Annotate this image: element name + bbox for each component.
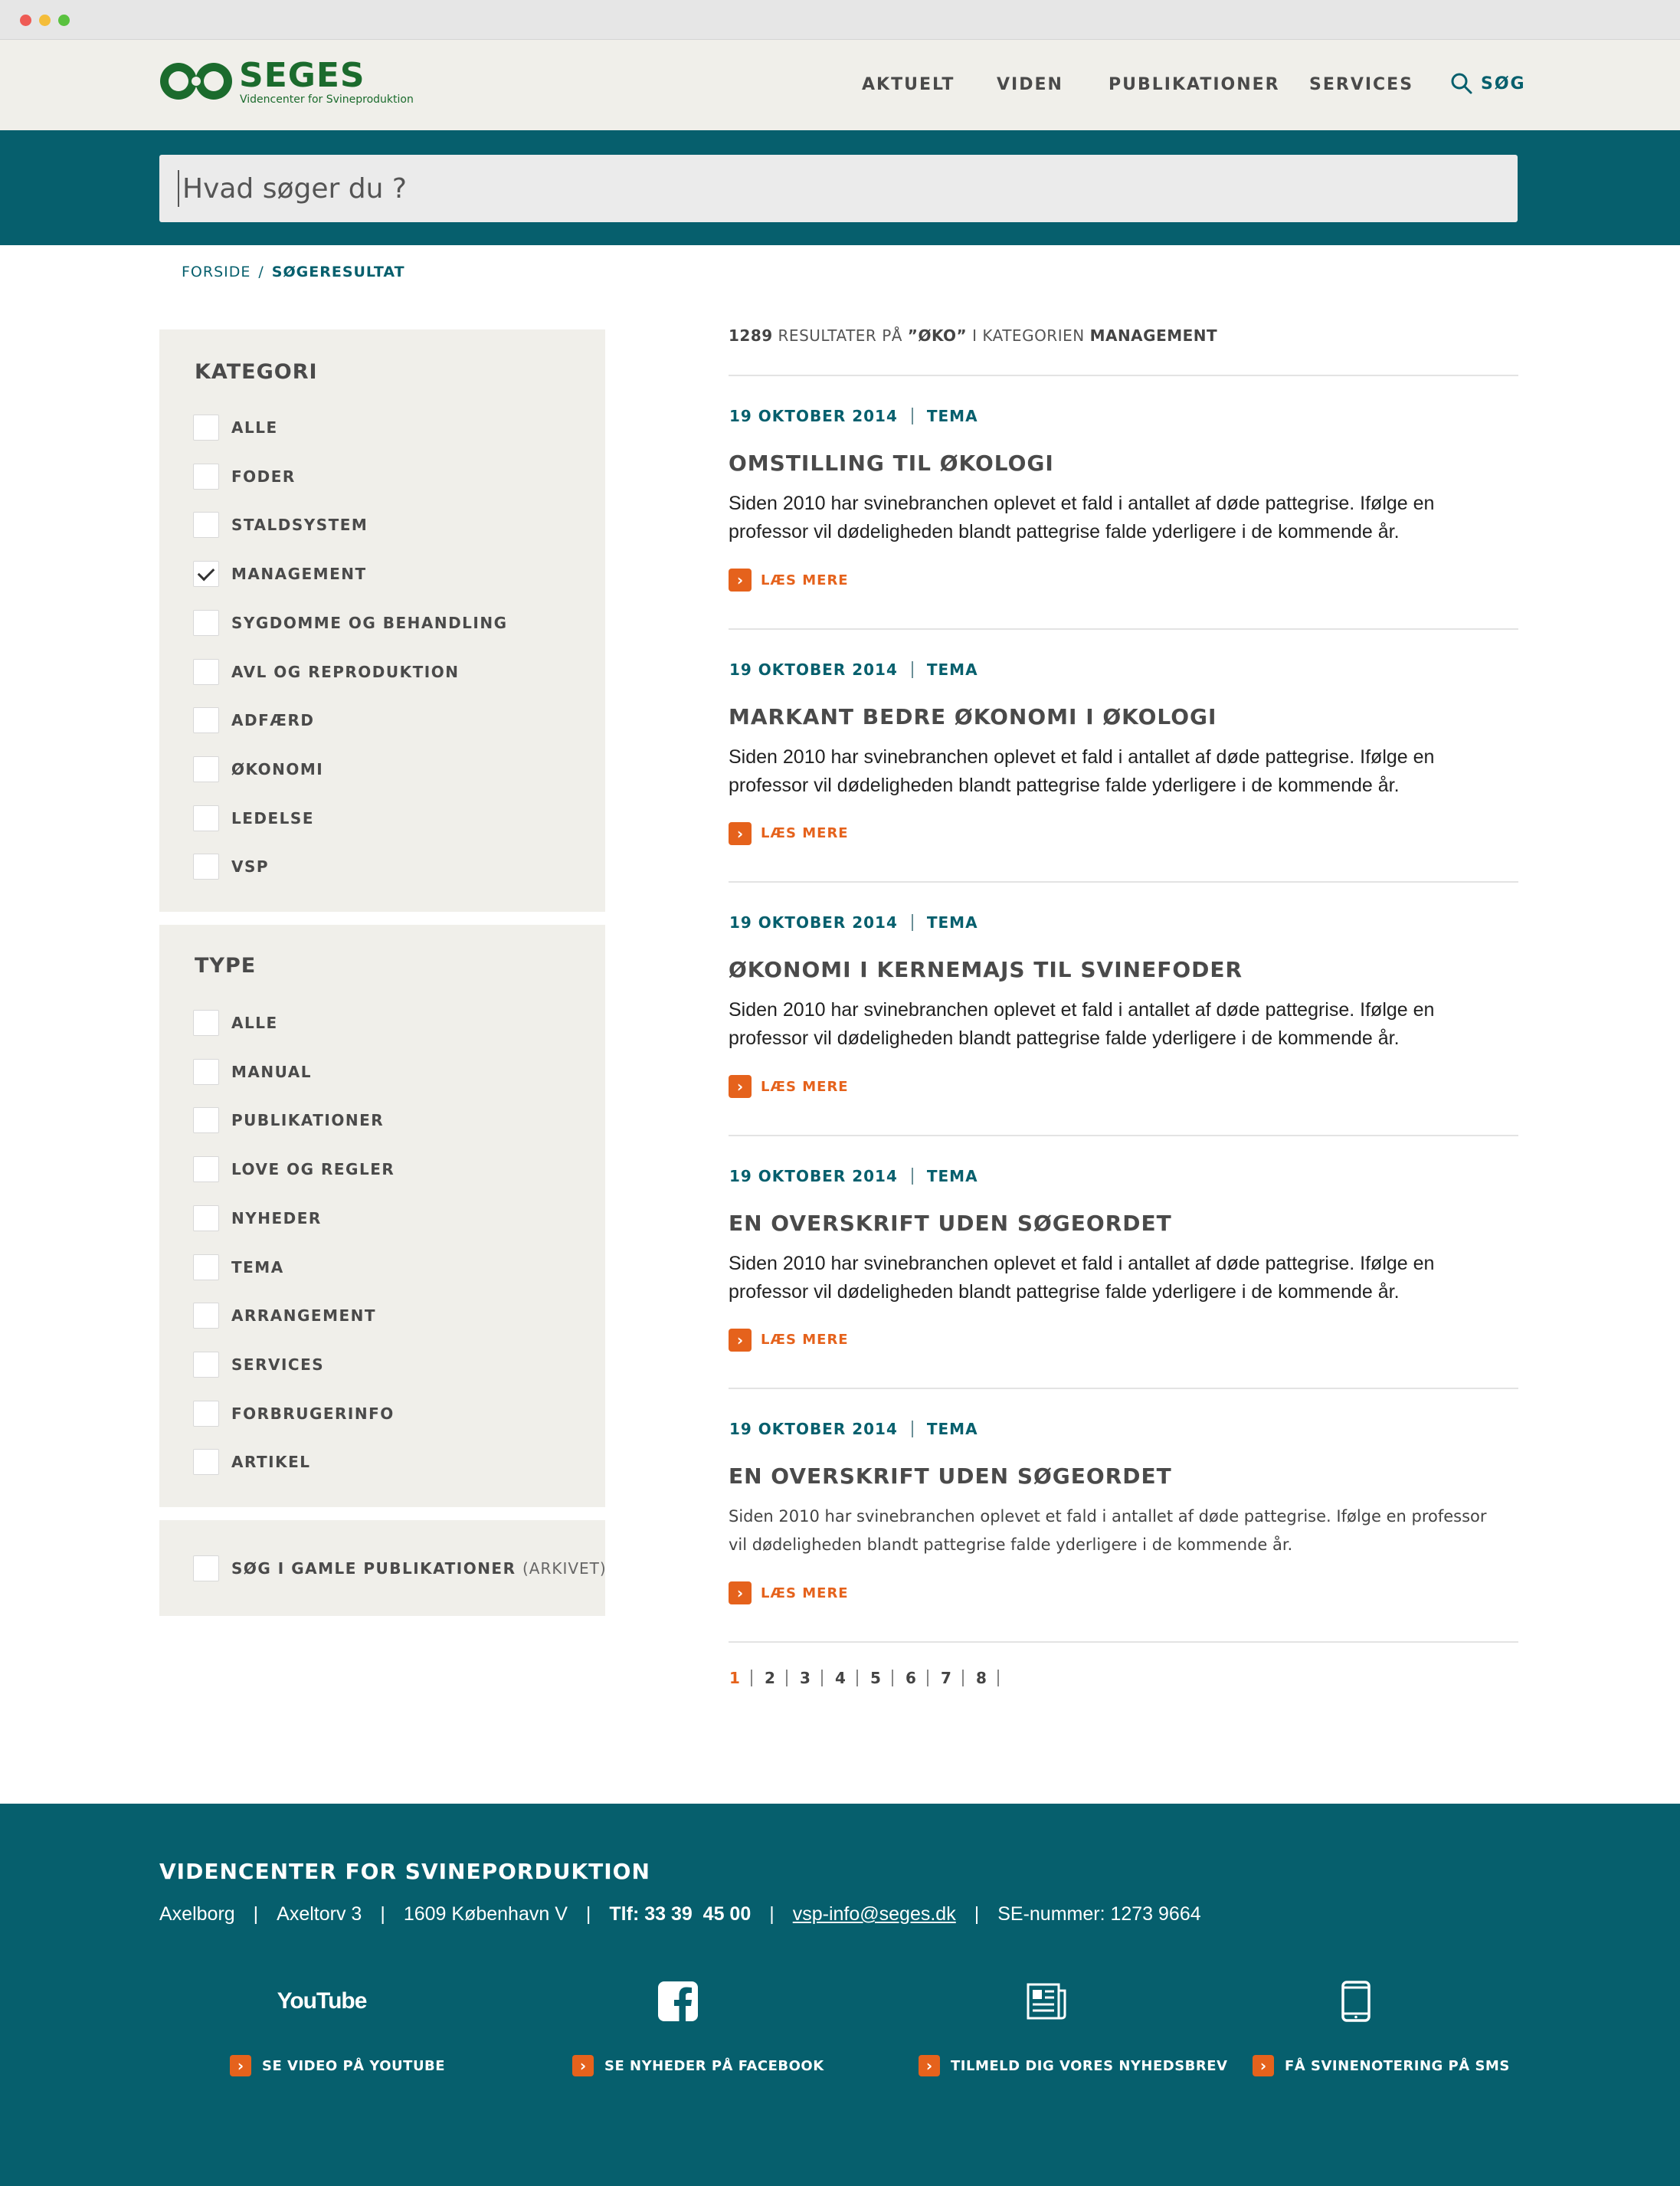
page-link[interactable]: 2 xyxy=(765,1669,775,1687)
read-more-label: LÆS MERE xyxy=(761,1585,849,1601)
filter-kategori-item[interactable] xyxy=(193,805,314,832)
breadcrumb xyxy=(182,264,405,280)
filter-kategori-item[interactable] xyxy=(193,755,323,783)
divider xyxy=(729,1641,1518,1643)
logo-subtitle: Videncenter for Svineproduktion xyxy=(240,93,414,106)
result-excerpt: Siden 2010 har svinebranchen oplevet et fald i antallet af døde pattegrise. Ifølge en professor vil dødeligheden blandt pattegrise falde yderligere i de kommende år. xyxy=(729,493,1435,542)
nav-search-label: SØG xyxy=(1481,74,1526,93)
arrow-right-icon: › xyxy=(729,569,752,592)
phone-glyph-icon xyxy=(1341,1981,1371,2022)
checkbox[interactable] xyxy=(193,1352,219,1378)
search-icon xyxy=(1450,72,1473,95)
filter-kategori-item[interactable] xyxy=(193,414,278,441)
filter-type-item[interactable] xyxy=(193,1351,324,1378)
footer-cvr: SE-nummer: 1273 9664 xyxy=(997,1903,1201,1925)
footer-link-youtube[interactable]: › SE VIDEO PÅ YOUTUBE xyxy=(230,2055,445,2076)
read-more-link[interactable] xyxy=(729,1075,849,1098)
result-type[interactable]: TEMA xyxy=(926,913,978,932)
checkbox[interactable] xyxy=(193,1303,219,1329)
newspaper-glyph-icon xyxy=(1027,1981,1068,2021)
kategori-title: KATEGORI xyxy=(195,360,318,384)
result-meta xyxy=(729,913,978,932)
breadcrumb-current: SØGERESULTAT xyxy=(271,264,405,280)
checkbox[interactable] xyxy=(193,415,219,441)
filter-kategori-item[interactable] xyxy=(193,511,368,539)
result-excerpt: Siden 2010 har svinebranchen oplevet et fald i antallet af døde pattegrise. Ifølge en professor vil dødeligheden blandt pattegrise falde yderligere i de kommende år. xyxy=(729,1252,1435,1303)
read-more-label: LÆS MERE xyxy=(761,1332,849,1348)
seges-logo[interactable] xyxy=(159,56,414,110)
meta-separator xyxy=(912,661,913,678)
result-title[interactable]: EN OVERSKRIFT UDEN SØGEORDET xyxy=(729,1463,1172,1489)
read-more-link[interactable] xyxy=(729,1329,849,1352)
checkbox[interactable] xyxy=(193,707,219,733)
nav-services[interactable]: SERVICES xyxy=(1309,75,1414,94)
result-excerpt: Siden 2010 har svinebranchen oplevet et fald i antallet af døde pattegrise. Ifølge en professor vil dødeligheden blandt pattegrise falde yderligere i de kommende år. xyxy=(729,1507,1487,1554)
filter-label: ALLE xyxy=(231,1014,278,1032)
read-more-label: LÆS MERE xyxy=(761,825,849,841)
page-link[interactable]: 7 xyxy=(941,1669,951,1687)
archive-label: SØG I GAMLE PUBLIKATIONER (ARKIVET) xyxy=(231,1559,607,1578)
site-footer xyxy=(0,1804,1680,2186)
arrow-right-icon: › xyxy=(572,2055,594,2076)
type-filter-panel xyxy=(159,925,605,1507)
close-window-button[interactable] xyxy=(20,15,31,26)
arrow-right-icon: › xyxy=(729,1329,752,1352)
result-date: 19 OKTOBER 2014 xyxy=(729,1420,898,1438)
footer-address-3: 1609 København V xyxy=(403,1903,568,1925)
filter-kategori-item[interactable] xyxy=(193,706,314,734)
checkbox[interactable] xyxy=(193,1401,219,1427)
checkbox[interactable] xyxy=(193,659,219,685)
filter-label: AVL OG REPRODUKTION xyxy=(231,662,460,681)
read-more-label: LÆS MERE xyxy=(761,1078,849,1095)
read-more-link[interactable] xyxy=(729,822,849,845)
filter-label: ALLE xyxy=(231,418,278,437)
filter-type-item[interactable] xyxy=(193,1204,322,1232)
page-separator xyxy=(927,1670,928,1686)
filter-type-item[interactable] xyxy=(193,1106,384,1134)
result-date: 19 OKTOBER 2014 xyxy=(729,407,898,425)
filter-type-item[interactable] xyxy=(193,1302,376,1329)
filter-kategori-item[interactable] xyxy=(193,463,296,490)
filter-label: MANAGEMENT xyxy=(231,565,367,584)
arrow-right-icon: › xyxy=(1253,2055,1274,2076)
pagination xyxy=(729,1669,1011,1687)
archive-checkbox[interactable] xyxy=(193,1555,219,1581)
result-title[interactable]: ØKONOMI I KERNEMAJS TIL SVINEFODER xyxy=(729,957,1243,982)
divider xyxy=(729,628,1518,630)
nav-search-button[interactable] xyxy=(1450,72,1526,95)
arrow-right-icon: › xyxy=(729,822,752,845)
checkbox[interactable] xyxy=(193,512,219,538)
maximize-window-button[interactable] xyxy=(58,15,70,26)
meta-separator xyxy=(912,914,913,931)
search-box xyxy=(159,155,1518,222)
divider xyxy=(729,1135,1518,1136)
filter-kategori-item[interactable] xyxy=(193,560,367,588)
logo-rings-icon xyxy=(159,60,235,106)
filter-label: TEMA xyxy=(231,1257,284,1277)
filter-type-item[interactable] xyxy=(193,1400,395,1427)
result-type[interactable]: TEMA xyxy=(926,407,978,425)
filter-kategori-item[interactable] xyxy=(193,853,269,880)
page-link[interactable]: 1 xyxy=(729,1669,740,1687)
page-separator xyxy=(821,1670,823,1686)
youtube-icon[interactable] xyxy=(277,1978,367,2024)
result-date: 19 OKTOBER 2014 xyxy=(729,660,898,679)
filter-label: ARTIKEL xyxy=(231,1453,311,1472)
checkbox-checked[interactable] xyxy=(193,561,219,587)
divider xyxy=(729,881,1518,883)
result-date: 19 OKTOBER 2014 xyxy=(729,913,898,932)
page-separator xyxy=(997,1670,999,1686)
filter-type-item[interactable] xyxy=(193,1155,395,1183)
filter-type-item[interactable] xyxy=(193,1009,278,1037)
arrow-right-icon: › xyxy=(230,2055,251,2076)
checkbox[interactable] xyxy=(193,610,219,636)
footer-title: VIDENCENTER FOR SVINEPORDUKTION xyxy=(159,1859,650,1884)
search-input[interactable] xyxy=(182,155,1485,222)
result-type[interactable]: TEMA xyxy=(926,1420,978,1438)
result-meta xyxy=(729,407,978,425)
result-meta xyxy=(729,1167,978,1185)
footer-phone: Tlf: 33 39 45 00 xyxy=(609,1903,752,1925)
checkbox[interactable] xyxy=(193,805,219,831)
filter-kategori-item[interactable] xyxy=(193,609,508,637)
read-more-link[interactable] xyxy=(729,1581,849,1604)
result-title[interactable]: EN OVERSKRIFT UDEN SØGEORDET xyxy=(729,1210,1172,1236)
youtube-logo: YouTube xyxy=(277,1988,367,2014)
archive-filter-panel xyxy=(159,1520,605,1616)
filter-label: FODER xyxy=(231,467,296,486)
result-date: 19 OKTOBER 2014 xyxy=(729,1166,898,1185)
footer-link-facebook[interactable]: › SE NYHEDER PÅ FACEBOOK xyxy=(572,2055,824,2076)
page-link[interactable]: 5 xyxy=(870,1669,881,1687)
filter-type-item[interactable] xyxy=(193,1448,310,1476)
type-title: TYPE xyxy=(195,954,257,978)
filter-label: ØKONOMI xyxy=(231,759,324,778)
filter-label: FORBRUGERINFO xyxy=(231,1404,395,1423)
filter-label: SYGDOMME OG BEHANDLING xyxy=(231,613,508,632)
filter-type-item[interactable] xyxy=(193,1254,284,1281)
minimize-window-button[interactable] xyxy=(39,15,51,26)
window-chrome xyxy=(0,0,1680,40)
checkbox[interactable] xyxy=(193,464,219,490)
page-separator xyxy=(786,1670,788,1686)
filter-label: LOVE OG REGLER xyxy=(231,1160,395,1179)
mobile-icon[interactable] xyxy=(1337,1978,1375,2024)
page-link[interactable]: 4 xyxy=(835,1669,846,1687)
kategori-filter-panel xyxy=(159,329,605,912)
read-more-label: LÆS MERE xyxy=(761,572,849,588)
result-meta xyxy=(729,660,978,679)
filter-label: PUBLIKATIONER xyxy=(231,1111,385,1130)
result-title[interactable]: OMSTILLING TIL ØKOLOGI xyxy=(729,451,1054,476)
result-excerpt: Siden 2010 har svinebranchen oplevet et fald i antallet af døde pattegrise. Ifølge en professor vil dødeligheden blandt pattegrise falde yderligere i de kommende år. xyxy=(729,746,1435,796)
filter-label: SERVICES xyxy=(231,1355,325,1374)
facebook-glyph-icon xyxy=(658,1981,698,2021)
page-link[interactable]: 6 xyxy=(905,1669,916,1687)
search-band xyxy=(0,130,1680,245)
breadcrumb-separator: / xyxy=(258,264,264,280)
footer-address-1: Axelborg xyxy=(159,1903,235,1925)
text-cursor xyxy=(178,170,179,207)
newsletter-icon[interactable] xyxy=(1024,1978,1070,2024)
filter-label: VSP xyxy=(231,857,270,877)
page-separator xyxy=(856,1670,858,1686)
checkbox[interactable] xyxy=(193,1107,219,1133)
facebook-icon[interactable] xyxy=(655,1978,701,2024)
meta-separator xyxy=(912,1168,913,1185)
checkbox[interactable] xyxy=(193,1156,219,1182)
nav-aktuelt[interactable]: AKTUELT xyxy=(862,75,955,94)
footer-link-sms[interactable]: › FÅ SVINENOTERING PÅ SMS xyxy=(1253,2055,1510,2076)
checkbox[interactable] xyxy=(193,756,219,782)
meta-separator xyxy=(912,408,913,424)
divider xyxy=(729,375,1518,376)
filter-label: NYHEDER xyxy=(231,1208,322,1227)
page-separator xyxy=(892,1670,893,1686)
result-type[interactable]: TEMA xyxy=(926,1166,978,1185)
nav-publikationer[interactable]: PUBLIKATIONER xyxy=(1109,75,1280,94)
result-meta xyxy=(729,1420,978,1438)
footer-email-link[interactable]: vsp-info@seges.dk xyxy=(792,1903,956,1925)
page-separator xyxy=(962,1670,964,1686)
filter-kategori-item[interactable] xyxy=(193,658,459,686)
filter-label: STALDSYSTEM xyxy=(231,516,368,535)
arrow-right-icon: › xyxy=(729,1581,752,1604)
filter-archive[interactable] xyxy=(193,1555,607,1582)
filter-label: ARRANGEMENT xyxy=(231,1306,377,1326)
divider xyxy=(729,1388,1518,1389)
arrow-right-icon: › xyxy=(729,1075,752,1098)
result-type[interactable]: TEMA xyxy=(926,660,978,679)
breadcrumb-home[interactable]: FORSIDE xyxy=(182,264,251,280)
result-title[interactable]: MARKANT BEDRE ØKONOMI I ØKOLOGI xyxy=(729,703,1217,729)
footer-link-newsletter[interactable]: › TILMELD DIG VORES NYHEDSBREV xyxy=(919,2055,1227,2076)
checkbox[interactable] xyxy=(193,1254,219,1280)
footer-contact: Axelborg | Axeltorv 3 | 1609 København V | Tlf: 33 39 45 00 | vsp-info@seges.dk | SE-nummer: 1273 9664 xyxy=(159,1903,1201,1925)
logo-name: SEGES xyxy=(239,56,365,95)
checkbox[interactable] xyxy=(193,1059,219,1085)
page-link[interactable]: 3 xyxy=(800,1669,811,1687)
checkbox[interactable] xyxy=(193,1205,219,1231)
filter-label: ADFÆRD xyxy=(231,711,315,730)
filter-type-item[interactable] xyxy=(193,1058,312,1086)
arrow-right-icon: › xyxy=(919,2055,940,2076)
footer-address-2: Axeltorv 3 xyxy=(277,1903,362,1925)
read-more-link[interactable] xyxy=(729,569,849,592)
page-separator xyxy=(751,1670,752,1686)
page-link[interactable]: 8 xyxy=(976,1669,987,1687)
checkbox[interactable] xyxy=(193,1010,219,1036)
result-excerpt: Siden 2010 har svinebranchen oplevet et fald i antallet af døde pattegrise. Ifølge en professor vil dødeligheden blandt pattegrise falde yderligere i de kommende år. xyxy=(729,999,1435,1049)
nav-viden[interactable]: VIDEN xyxy=(997,75,1063,94)
filter-label: MANUAL xyxy=(231,1062,312,1081)
checkbox[interactable] xyxy=(193,1449,219,1475)
checkbox[interactable] xyxy=(193,854,219,880)
results-summary: 1289 RESULTATER PÅ ”ØKO” I KATEGORIEN MANAGEMENT xyxy=(729,326,1218,345)
meta-separator xyxy=(912,1421,913,1437)
filter-label: LEDELSE xyxy=(231,808,314,828)
site-header xyxy=(0,40,1680,130)
